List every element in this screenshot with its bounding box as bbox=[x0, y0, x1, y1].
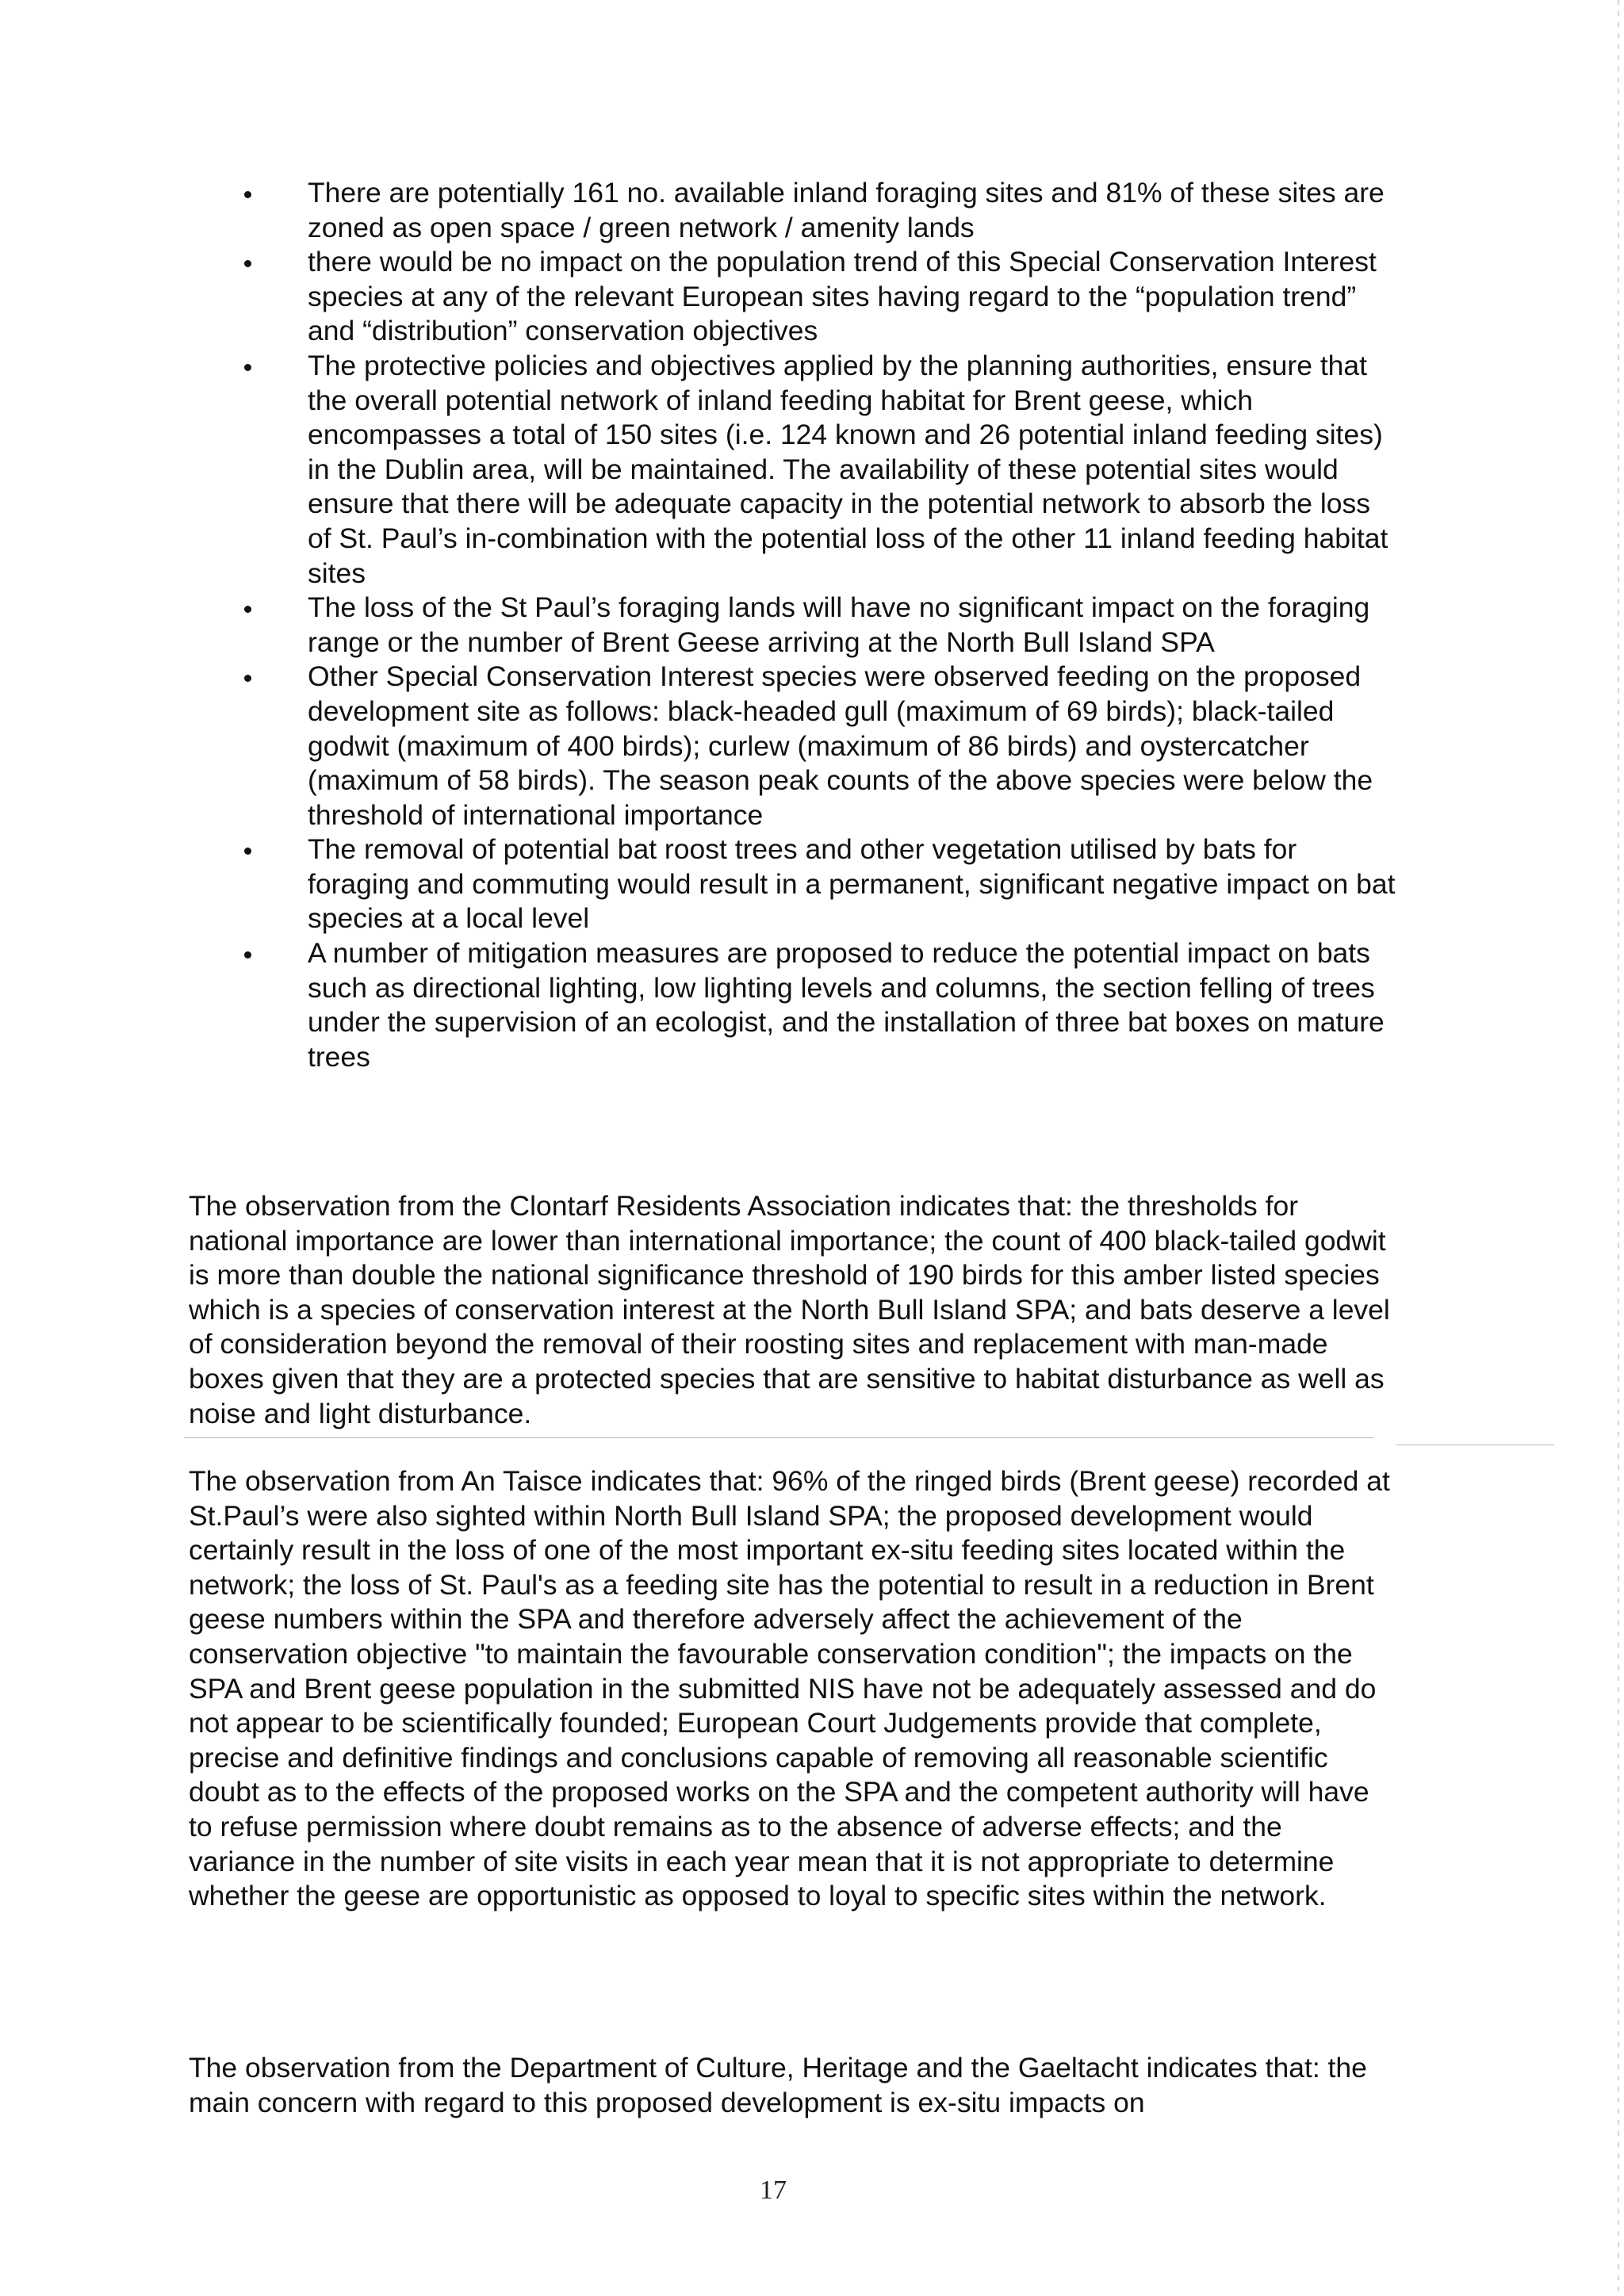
bullet-dot-icon bbox=[244, 951, 251, 959]
scan-mark bbox=[184, 1437, 1373, 1438]
bullet-dot-icon bbox=[244, 260, 251, 267]
paragraph-an-taisce-observation: The observation from An Taisce indicates that: 96% of the ringed birds (Brent geese) recorded at St.Paul’s were also sighted within North Bull Island SPA; the proposed development would certainly result in the loss of one of the most important ex-situ feeding sites located within the network; the loss of St. Paul's as a feeding site has the potential to result in a reduction in Brent geese numbers within the SPA and therefore adversely affect the achievement of the conservation objective "to maintain the favourable conservation condition"; the impacts on the SPA and Brent geese population in the submitted NIS have not be adequately assessed and do not appear to be scientifically founded; European Court Judgements provide that complete, precise and definitive findings and conclusions capable of removing all reasonable scientific doubt as to the effects of the proposed works on the SPA and the competent authority will have to refuse permission where doubt remains as to the absence of adverse effects; and the variance in the number of site visits in each year mean that it is not appropriate to determine whether the geese are opportunistic as opposed to loyal to specific sites within the network. bbox=[189, 1465, 1390, 1912]
bullet-dot-icon bbox=[244, 191, 251, 198]
bullet-dot-icon bbox=[244, 675, 251, 682]
bullet-dot-icon bbox=[244, 606, 251, 613]
scan-edge-artifact bbox=[1618, 0, 1619, 2296]
bullet-dot-icon bbox=[244, 364, 251, 371]
bullet-list bbox=[238, 176, 1396, 1074]
paragraph-clontarf-observation: The observation from the Clontarf Residents Association indicates that: the thresholds for national importance are lower than international importance; the count of 400 black-tailed godwit is more than double the national significance threshold of 190 birds for this amber listed species which is a species of conservation interest at the North Bull Island SPA; and bats deserve a level of consideration beyond the removal of their roosting sites and replacement with man-made boxes given that they are a protected species that are sensitive to habitat disturbance as well as noise and light disturbance. bbox=[189, 1190, 1390, 1429]
bullet-dot-icon bbox=[244, 848, 251, 855]
bullet-item: The removal of potential bat roost trees and other vegetation utilised by bats for foraging and commuting would result in a permanent, significant negative impact on bat species at a local level bbox=[238, 832, 1396, 936]
bullet-item: A number of mitigation measures are proposed to reduce the potential impact on bats such as directional lighting, low lighting levels and columns, the section felling of trees under the supervision of an ecologist, and the installation of three bat boxes on mature trees bbox=[238, 936, 1396, 1074]
page-number: 17 bbox=[760, 2175, 787, 2205]
bullet-item: The loss of the St Paul’s foraging lands will have no significant impact on the foraging range or the number of Brent Geese arriving at the North Bull Island SPA bbox=[238, 591, 1396, 660]
bullet-item: Other Special Conservation Interest species were observed feeding on the proposed development site as follows: black-headed gull (maximum of 69 birds); black-tailed godwit (maximum of 400 birds); curlew (maximum of 86 birds) and oystercatcher (maximum of 58 birds). The season peak counts of the above species were below the threshold of international importance bbox=[238, 660, 1396, 832]
bullet-item: The protective policies and objectives applied by the planning authorities, ensure that the overall potential network of inland feeding habitat for Brent geese, which encompasses a total of 150 sites (i.e. 124 known and 26 potential inland feeding sites) in the Dublin area, will be maintained. The availability of these potential sites would ensure that there will be adequate capacity in the potential network to absorb the loss of St. Paul’s in-combination with the potential loss of the other 11 inland feeding habitat sites bbox=[238, 349, 1396, 591]
bullet-item: There are potentially 161 no. available inland foraging sites and 81% of these sites are zoned as open space / green network / amenity lands bbox=[238, 176, 1396, 245]
paragraph-department-observation: The observation from the Department of Culture, Heritage and the Gaeltacht indicates that: the main concern with regard to this proposed development is ex-situ impacts on bbox=[189, 2052, 1367, 2118]
bullet-item: there would be no impact on the population trend of this Special Conservation Interest species at any of the relevant European sites having regard to the “population trend” and “distribution” conservation objectives bbox=[238, 245, 1396, 349]
